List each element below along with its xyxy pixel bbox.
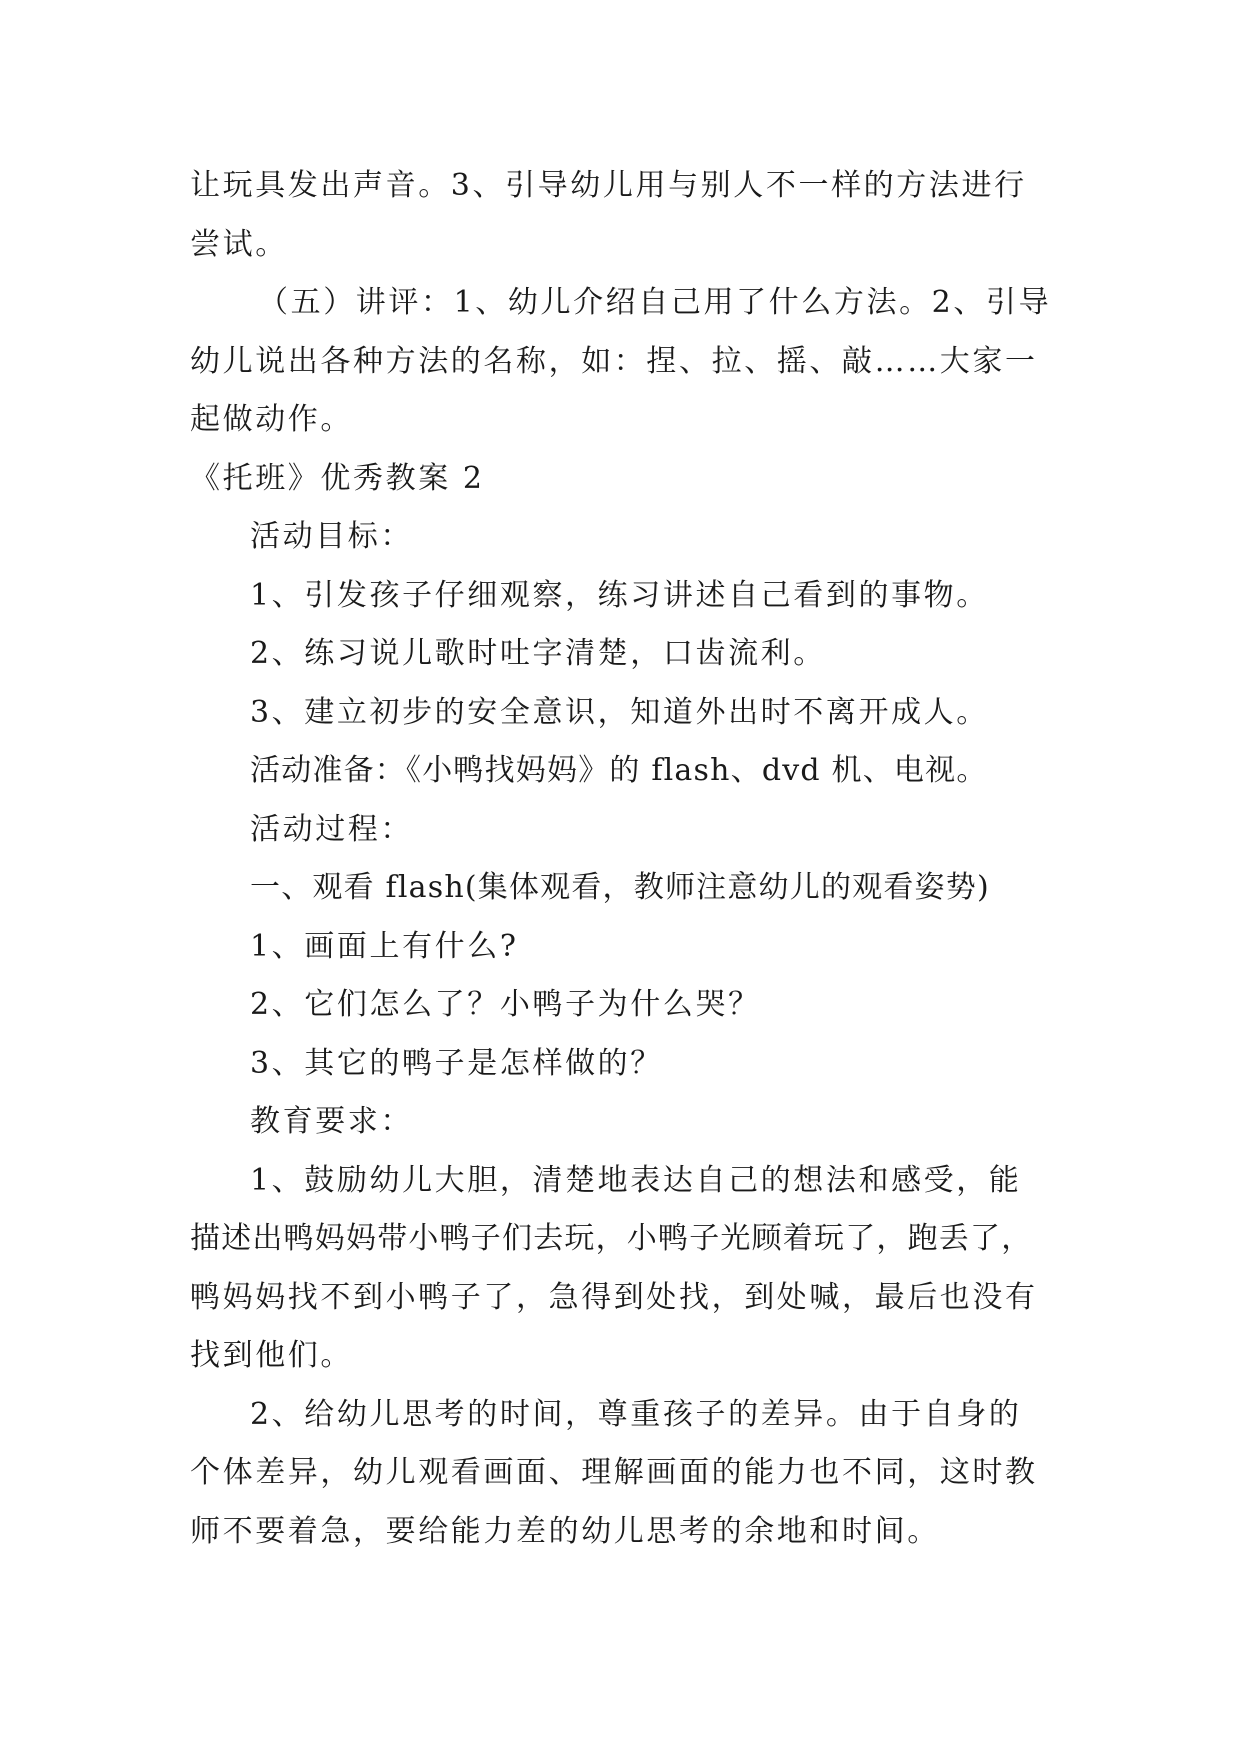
text-line: 鸭妈妈找不到小鸭子了，急得到处找，到处喊，最后也没有 (190, 1279, 1038, 1315)
text-line: 描述出鸭妈妈带小鸭子们去玩，小鸭子光顾着玩了，跑丢了， (190, 1221, 1033, 1256)
list-item: 3、建立初步的安全意识，知道外出时不离开成人。 (250, 694, 989, 730)
list-item: 2、它们怎么了？小鸭子为什么哭？ (250, 987, 761, 1022)
text-line: 一、观看 flash(集体观看，教师注意幼儿的观看姿势) (250, 870, 990, 905)
text-line: （五）讲评：1、幼儿介绍自己用了什么方法。2、引导 (258, 285, 1052, 320)
section-label: 活动过程： (250, 811, 413, 847)
text-line: 1、鼓励幼儿大胆，清楚地表达自己的想法和感受，能 (250, 1162, 1022, 1198)
section-title: 《托班》优秀教案 2 (190, 460, 485, 496)
text-line: 个体差异，幼儿观看画面、理解画面的能力也不同，这时教 (190, 1455, 1038, 1490)
list-item: 2、练习说儿歌时吐字清楚，口齿流利。 (250, 636, 826, 671)
text-line: 尝试。 (190, 226, 288, 262)
document-body (190, 157, 1054, 1561)
list-item: 1、画面上有什么? (250, 928, 519, 964)
text-line: 让玩具发出声音。3、引导幼儿用与别人不一样的方法进行 (190, 168, 1027, 203)
list-item: 3、其它的鸭子是怎样做的？ (250, 1045, 663, 1081)
text-line: 活动准备：《小鸭找妈妈》的 flash、dvd 机、电视。 (250, 753, 988, 788)
text-line: 起做动作。 (190, 402, 353, 437)
text-line: 师不要着急，要给能力差的幼儿思考的余地和时间。 (190, 1513, 940, 1549)
list-item: 1、引发孩子仔细观察，练习讲述自己看到的事物。 (250, 577, 989, 613)
section-label: 活动目标： (250, 519, 413, 554)
text-line: 找到他们。 (190, 1338, 353, 1373)
text-line: 2、给幼儿思考的时间，尊重孩子的差异。由于自身的 (250, 1396, 1022, 1432)
text-line: 幼儿说出各种方法的名称，如：捏、拉、摇、敲……大家一 (190, 343, 1038, 379)
section-label: 教育要求： (250, 1104, 413, 1139)
